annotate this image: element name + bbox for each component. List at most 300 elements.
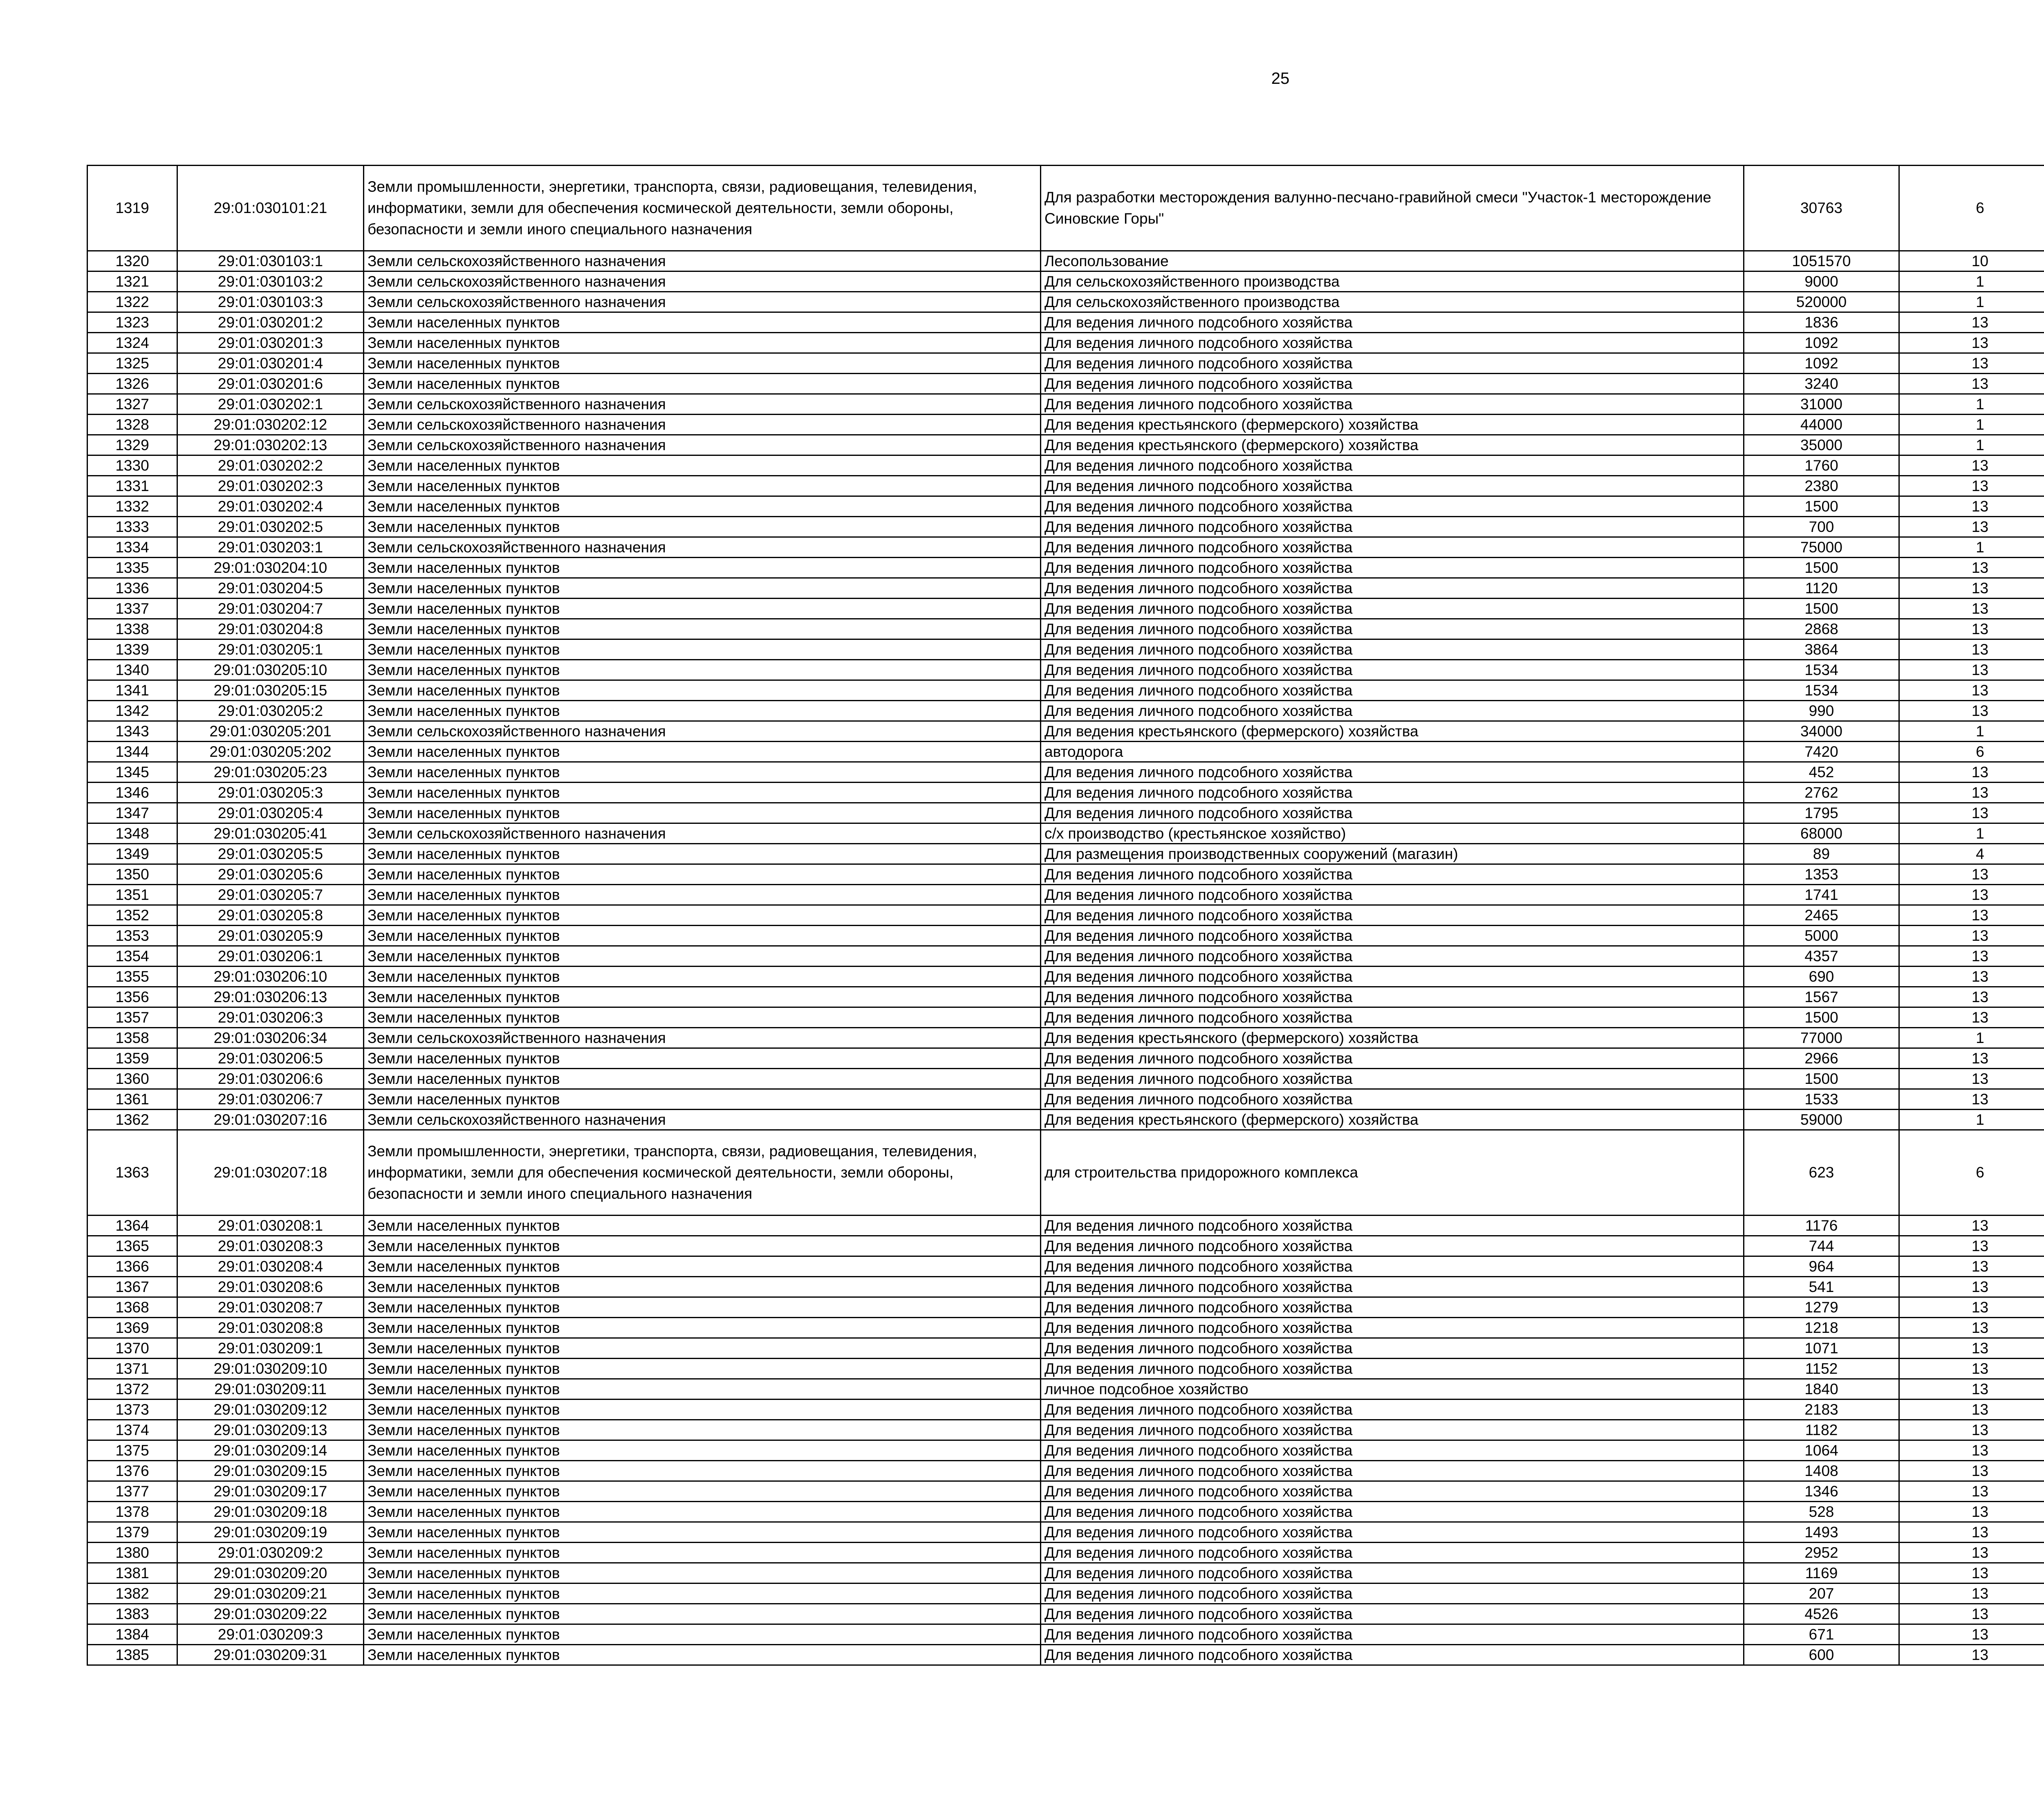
permitted-use-cell: Для ведения личного подсобного хозяйства: [1041, 1338, 1744, 1359]
row-number-cell: 1340: [87, 660, 177, 680]
table-row: [87, 537, 2044, 558]
table-row: [87, 1481, 2044, 1502]
table-body: [87, 166, 2044, 1665]
permitted-use-cell: Для ведения личного подсобного хозяйства: [1041, 333, 1744, 353]
row-number-cell: 1343: [87, 721, 177, 742]
area-cell: 1092: [1744, 353, 1899, 374]
group-cell: 13: [1899, 864, 2044, 885]
permitted-use-cell: Для ведения личного подсобного хозяйства: [1041, 1359, 1744, 1379]
row-number-cell: 1358: [87, 1028, 177, 1048]
permitted-use-cell: Для ведения личного подсобного хозяйства: [1041, 1318, 1744, 1338]
group-cell: 6: [1899, 742, 2044, 762]
table-row: [87, 271, 2044, 292]
table-row: [87, 1400, 2044, 1420]
permitted-use-cell: Для ведения личного подсобного хозяйства: [1041, 1461, 1744, 1481]
row-number-cell: 1365: [87, 1236, 177, 1256]
row-number-cell: 1336: [87, 578, 177, 599]
permitted-use-cell: Для ведения личного подсобного хозяйства: [1041, 1481, 1744, 1502]
cadastral-number-cell: 29:01:030202:5: [177, 517, 364, 537]
cadastral-number-cell: 29:01:030202:1: [177, 394, 364, 415]
land-category-cell: Земли населенных пунктов: [364, 1359, 1041, 1379]
area-cell: 1408: [1744, 1461, 1899, 1481]
row-number-cell: 1354: [87, 946, 177, 967]
table-row: [87, 1069, 2044, 1089]
area-cell: 4357: [1744, 946, 1899, 967]
area-cell: 1218: [1744, 1318, 1899, 1338]
permitted-use-cell: Для ведения личного подсобного хозяйства: [1041, 926, 1744, 946]
group-cell: 1: [1899, 823, 2044, 844]
land-category-cell: Земли населенных пунктов: [364, 1400, 1041, 1420]
area-cell: 3864: [1744, 639, 1899, 660]
cadastral-number-cell: 29:01:030205:8: [177, 905, 364, 926]
land-category-cell: Земли населенных пунктов: [364, 312, 1041, 333]
area-cell: 1840: [1744, 1379, 1899, 1400]
row-number-cell: 1325: [87, 353, 177, 374]
row-number-cell: 1346: [87, 783, 177, 803]
area-cell: 2183: [1744, 1400, 1899, 1420]
area-cell: 2380: [1744, 476, 1899, 496]
cadastral-number-cell: 29:01:030209:13: [177, 1420, 364, 1440]
permitted-use-cell: Для разработки месторождения валунно-песчано-гравийной смеси "Участок-1 месторождение Синовские Горы": [1041, 166, 1744, 251]
area-cell: 31000: [1744, 394, 1899, 415]
cadastral-number-cell: 29:01:030206:3: [177, 1007, 364, 1028]
land-category-cell: Земли населенных пунктов: [364, 599, 1041, 619]
table-row: [87, 864, 2044, 885]
land-category-cell: Земли сельскохозяйственного назначения: [364, 271, 1041, 292]
land-category-cell: Земли населенных пунктов: [364, 476, 1041, 496]
area-cell: 3240: [1744, 374, 1899, 394]
cadastral-number-cell: 29:01:030206:13: [177, 987, 364, 1007]
group-cell: 10: [1899, 251, 2044, 271]
row-number-cell: 1319: [87, 166, 177, 251]
cadastral-number-cell: 29:01:030209:31: [177, 1645, 364, 1665]
group-cell: 13: [1899, 1604, 2044, 1624]
cadastral-number-cell: 29:01:030207:18: [177, 1130, 364, 1216]
area-cell: 34000: [1744, 721, 1899, 742]
land-category-cell: Земли населенных пунктов: [364, 1089, 1041, 1110]
group-cell: 13: [1899, 1543, 2044, 1563]
land-category-cell: Земли сельскохозяйственного назначения: [364, 435, 1041, 455]
permitted-use-cell: Для ведения личного подсобного хозяйства: [1041, 578, 1744, 599]
group-cell: 13: [1899, 1256, 2044, 1277]
land-category-cell: Земли населенных пунктов: [364, 1318, 1041, 1338]
table-row: [87, 803, 2044, 823]
land-category-cell: Земли населенных пунктов: [364, 762, 1041, 783]
area-cell: 1152: [1744, 1359, 1899, 1379]
permitted-use-cell: Для ведения личного подсобного хозяйства: [1041, 1277, 1744, 1297]
permitted-use-cell: Для ведения личного подсобного хозяйства: [1041, 946, 1744, 967]
cadastral-number-cell: 29:01:030204:7: [177, 599, 364, 619]
area-cell: 207: [1744, 1583, 1899, 1604]
group-cell: 13: [1899, 1440, 2044, 1461]
permitted-use-cell: Для ведения личного подсобного хозяйства: [1041, 1502, 1744, 1522]
row-number-cell: 1352: [87, 905, 177, 926]
row-number-cell: 1383: [87, 1604, 177, 1624]
cadastral-number-cell: 29:01:030205:7: [177, 885, 364, 905]
land-category-cell: Земли сельскохозяйственного назначения: [364, 394, 1041, 415]
row-number-cell: 1372: [87, 1379, 177, 1400]
table-row: [87, 374, 2044, 394]
cadastral-number-cell: 29:01:030202:4: [177, 496, 364, 517]
area-cell: 452: [1744, 762, 1899, 783]
row-number-cell: 1328: [87, 415, 177, 435]
permitted-use-cell: Для сельскохозяйственного производства: [1041, 271, 1744, 292]
row-number-cell: 1320: [87, 251, 177, 271]
cadastral-number-cell: 29:01:030206:7: [177, 1089, 364, 1110]
permitted-use-cell: Для ведения личного подсобного хозяйства: [1041, 455, 1744, 476]
row-number-cell: 1349: [87, 844, 177, 864]
table-row: [87, 1379, 2044, 1400]
row-number-cell: 1375: [87, 1440, 177, 1461]
area-cell: 1836: [1744, 312, 1899, 333]
cadastral-number-cell: 29:01:030209:21: [177, 1583, 364, 1604]
group-cell: 13: [1899, 1007, 2044, 1028]
row-number-cell: 1361: [87, 1089, 177, 1110]
group-cell: 13: [1899, 619, 2044, 639]
cadastral-number-cell: 29:01:030206:34: [177, 1028, 364, 1048]
table-row: [87, 660, 2044, 680]
land-category-cell: Земли населенных пунктов: [364, 905, 1041, 926]
row-number-cell: 1370: [87, 1338, 177, 1359]
land-category-cell: Земли населенных пунктов: [364, 1502, 1041, 1522]
row-number-cell: 1345: [87, 762, 177, 783]
permitted-use-cell: Для ведения личного подсобного хозяйства: [1041, 1256, 1744, 1277]
group-cell: 1: [1899, 721, 2044, 742]
land-category-cell: Земли промышленности, энергетики, транспорта, связи, радиовещания, телевидения, информатики, земли для обеспечения космической деятельности, земли обороны, безопасности и земли иного специального назначения: [364, 1130, 1041, 1216]
table-row: [87, 558, 2044, 578]
cadastral-number-cell: 29:01:030206:1: [177, 946, 364, 967]
cadastral-number-cell: 29:01:030205:2: [177, 701, 364, 721]
land-category-cell: Земли населенных пунктов: [364, 1522, 1041, 1543]
permitted-use-cell: Для ведения личного подсобного хозяйства: [1041, 1604, 1744, 1624]
group-cell: 13: [1899, 762, 2044, 783]
row-number-cell: 1333: [87, 517, 177, 537]
table-row: [87, 1048, 2044, 1069]
group-cell: 1: [1899, 292, 2044, 312]
area-cell: 2762: [1744, 783, 1899, 803]
permitted-use-cell: Для ведения личного подсобного хозяйства: [1041, 537, 1744, 558]
area-cell: 30763: [1744, 166, 1899, 251]
group-cell: 13: [1899, 578, 2044, 599]
table-row: [87, 639, 2044, 660]
permitted-use-cell: Для ведения личного подсобного хозяйства: [1041, 701, 1744, 721]
cadastral-number-cell: 29:01:030206:10: [177, 967, 364, 987]
cadastral-number-cell: 29:01:030205:41: [177, 823, 364, 844]
group-cell: 13: [1899, 1481, 2044, 1502]
table-row: [87, 1216, 2044, 1236]
land-category-cell: Земли населенных пунктов: [364, 1440, 1041, 1461]
group-cell: 13: [1899, 599, 2044, 619]
area-cell: 1534: [1744, 680, 1899, 701]
permitted-use-cell: Для ведения личного подсобного хозяйства: [1041, 1400, 1744, 1420]
land-category-cell: Земли населенных пунктов: [364, 783, 1041, 803]
land-category-cell: Земли сельскохозяйственного назначения: [364, 415, 1041, 435]
cadastral-number-cell: 29:01:030208:8: [177, 1318, 364, 1338]
row-number-cell: 1368: [87, 1297, 177, 1318]
row-number-cell: 1363: [87, 1130, 177, 1216]
cadastral-number-cell: 29:01:030201:6: [177, 374, 364, 394]
group-cell: 13: [1899, 353, 2044, 374]
table-row: [87, 166, 2044, 251]
permitted-use-cell: Для ведения личного подсобного хозяйства: [1041, 1048, 1744, 1069]
group-cell: 13: [1899, 1297, 2044, 1318]
cadastral-number-cell: 29:01:030205:5: [177, 844, 364, 864]
table-row: [87, 680, 2044, 701]
group-cell: 13: [1899, 1236, 2044, 1256]
group-cell: 13: [1899, 455, 2044, 476]
cadastral-number-cell: 29:01:030202:2: [177, 455, 364, 476]
group-cell: 13: [1899, 660, 2044, 680]
land-category-cell: Земли сельскохозяйственного назначения: [364, 721, 1041, 742]
table-row: [87, 885, 2044, 905]
row-number-cell: 1351: [87, 885, 177, 905]
land-category-cell: Земли населенных пунктов: [364, 578, 1041, 599]
cadastral-number-cell: 29:01:030209:1: [177, 1338, 364, 1359]
cadastral-number-cell: 29:01:030103:2: [177, 271, 364, 292]
table-row: [87, 251, 2044, 271]
row-number-cell: 1371: [87, 1359, 177, 1379]
group-cell: 13: [1899, 885, 2044, 905]
table-row: [87, 353, 2044, 374]
land-category-cell: Земли населенных пунктов: [364, 619, 1041, 639]
permitted-use-cell: Для ведения крестьянского (фермерского) хозяйства: [1041, 435, 1744, 455]
table-row: [87, 455, 2044, 476]
land-category-cell: Земли населенных пунктов: [364, 1256, 1041, 1277]
land-category-cell: Земли населенных пунктов: [364, 1645, 1041, 1665]
cadastral-number-cell: 29:01:030206:5: [177, 1048, 364, 1069]
permitted-use-cell: Для ведения личного подсобного хозяйства: [1041, 1007, 1744, 1028]
table-row: [87, 312, 2044, 333]
row-number-cell: 1337: [87, 599, 177, 619]
permitted-use-cell: Для ведения крестьянского (фермерского) хозяйства: [1041, 1110, 1744, 1130]
permitted-use-cell: Для ведения личного подсобного хозяйства: [1041, 517, 1744, 537]
area-cell: 89: [1744, 844, 1899, 864]
row-number-cell: 1341: [87, 680, 177, 701]
land-category-cell: Земли сельскохозяйственного назначения: [364, 537, 1041, 558]
cadastral-number-cell: 29:01:030209:14: [177, 1440, 364, 1461]
cadastral-number-cell: 29:01:030205:9: [177, 926, 364, 946]
cadastral-number-cell: 29:01:030208:3: [177, 1236, 364, 1256]
table-row: [87, 1089, 2044, 1110]
area-cell: 1064: [1744, 1440, 1899, 1461]
area-cell: 1500: [1744, 1069, 1899, 1089]
table-row: [87, 1563, 2044, 1583]
table-row: [87, 292, 2044, 312]
table-row: [87, 946, 2044, 967]
row-number-cell: 1348: [87, 823, 177, 844]
land-category-cell: Земли населенных пунктов: [364, 844, 1041, 864]
permitted-use-cell: автодорога: [1041, 742, 1744, 762]
cadastral-number-cell: 29:01:030202:3: [177, 476, 364, 496]
table-row: [87, 599, 2044, 619]
cadastral-number-cell: 29:01:030209:12: [177, 1400, 364, 1420]
area-cell: 2966: [1744, 1048, 1899, 1069]
permitted-use-cell: Для ведения личного подсобного хозяйства: [1041, 1583, 1744, 1604]
area-cell: 1182: [1744, 1420, 1899, 1440]
cadastral-number-cell: 29:01:030206:6: [177, 1069, 364, 1089]
row-number-cell: 1385: [87, 1645, 177, 1665]
row-number-cell: 1356: [87, 987, 177, 1007]
group-cell: 13: [1899, 1216, 2044, 1236]
group-cell: 13: [1899, 333, 2044, 353]
row-number-cell: 1326: [87, 374, 177, 394]
permitted-use-cell: Для ведения личного подсобного хозяйства: [1041, 1522, 1744, 1543]
table-row: [87, 1461, 2044, 1481]
cadastral-number-cell: 29:01:030209:10: [177, 1359, 364, 1379]
permitted-use-cell: Для ведения личного подсобного хозяйства: [1041, 803, 1744, 823]
area-cell: 1500: [1744, 599, 1899, 619]
row-number-cell: 1322: [87, 292, 177, 312]
land-category-cell: Земли населенных пунктов: [364, 1236, 1041, 1256]
permitted-use-cell: Для ведения личного подсобного хозяйства: [1041, 1089, 1744, 1110]
row-number-cell: 1321: [87, 271, 177, 292]
group-cell: 13: [1899, 1522, 2044, 1543]
area-cell: 541: [1744, 1277, 1899, 1297]
group-cell: 13: [1899, 1502, 2044, 1522]
permitted-use-cell: Для ведения личного подсобного хозяйства: [1041, 1297, 1744, 1318]
land-category-cell: Земли населенных пунктов: [364, 374, 1041, 394]
land-category-cell: Земли населенных пунктов: [364, 680, 1041, 701]
land-category-cell: Земли населенных пунктов: [364, 1338, 1041, 1359]
group-cell: 13: [1899, 1583, 2044, 1604]
permitted-use-cell: Для ведения личного подсобного хозяйства: [1041, 639, 1744, 660]
cadastral-number-cell: 29:01:030209:17: [177, 1481, 364, 1502]
permitted-use-cell: Для размещения производственных сооружений (магазин): [1041, 844, 1744, 864]
table-row: [87, 762, 2044, 783]
group-cell: 1: [1899, 435, 2044, 455]
group-cell: 1: [1899, 1110, 2044, 1130]
area-cell: 68000: [1744, 823, 1899, 844]
land-category-cell: Земли сельскохозяйственного назначения: [364, 1028, 1041, 1048]
table-row: [87, 435, 2044, 455]
row-number-cell: 1380: [87, 1543, 177, 1563]
area-cell: 1534: [1744, 660, 1899, 680]
table-row: [87, 1110, 2044, 1130]
land-category-cell: Земли сельскохозяйственного назначения: [364, 251, 1041, 271]
permitted-use-cell: Для ведения личного подсобного хозяйства: [1041, 905, 1744, 926]
area-cell: 1169: [1744, 1563, 1899, 1583]
cadastral-number-cell: 29:01:030208:7: [177, 1297, 364, 1318]
permitted-use-cell: Для ведения личного подсобного хозяйства: [1041, 864, 1744, 885]
group-cell: 13: [1899, 946, 2044, 967]
group-cell: 1: [1899, 537, 2044, 558]
table-row: [87, 742, 2044, 762]
permitted-use-cell: Для ведения личного подсобного хозяйства: [1041, 660, 1744, 680]
group-cell: 13: [1899, 1318, 2044, 1338]
land-registry-table: [87, 165, 2044, 1666]
table-row: [87, 1318, 2044, 1338]
group-cell: 13: [1899, 1400, 2044, 1420]
land-category-cell: Земли населенных пунктов: [364, 558, 1041, 578]
cadastral-number-cell: 29:01:030209:15: [177, 1461, 364, 1481]
land-category-cell: Земли населенных пунктов: [364, 1563, 1041, 1583]
area-cell: 1071: [1744, 1338, 1899, 1359]
table-row: [87, 1583, 2044, 1604]
cadastral-number-cell: 29:01:030101:21: [177, 166, 364, 251]
row-number-cell: 1334: [87, 537, 177, 558]
table-row: [87, 1028, 2044, 1048]
row-number-cell: 1379: [87, 1522, 177, 1543]
group-cell: 13: [1899, 517, 2044, 537]
land-category-cell: Земли промышленности, энергетики, транспорта, связи, радиовещания, телевидения, информатики, земли для обеспечения космической деятельности, земли обороны, безопасности и земли иного специального назначения: [364, 166, 1041, 251]
table-row: [87, 333, 2044, 353]
cadastral-number-cell: 29:01:030204:10: [177, 558, 364, 578]
group-cell: 13: [1899, 496, 2044, 517]
land-category-cell: Земли сельскохозяйственного назначения: [364, 292, 1041, 312]
land-category-cell: Земли населенных пунктов: [364, 1481, 1041, 1502]
row-number-cell: 1330: [87, 455, 177, 476]
table-row: [87, 1440, 2044, 1461]
permitted-use-cell: Для ведения личного подсобного хозяйства: [1041, 312, 1744, 333]
permitted-use-cell: Для ведения личного подсобного хозяйства: [1041, 1645, 1744, 1665]
group-cell: 13: [1899, 1461, 2044, 1481]
cadastral-number-cell: 29:01:030201:4: [177, 353, 364, 374]
permitted-use-cell: Для ведения крестьянского (фермерского) хозяйства: [1041, 415, 1744, 435]
area-cell: 1500: [1744, 496, 1899, 517]
land-category-cell: Земли населенных пунктов: [364, 353, 1041, 374]
permitted-use-cell: Для ведения личного подсобного хозяйства: [1041, 1236, 1744, 1256]
table-row: [87, 1420, 2044, 1440]
row-number-cell: 1338: [87, 619, 177, 639]
area-cell: 1533: [1744, 1089, 1899, 1110]
area-cell: 1346: [1744, 1481, 1899, 1502]
group-cell: 1: [1899, 271, 2044, 292]
land-category-cell: Земли населенных пунктов: [364, 660, 1041, 680]
table-row: [87, 1645, 2044, 1665]
area-cell: 2952: [1744, 1543, 1899, 1563]
area-cell: 520000: [1744, 292, 1899, 312]
cadastral-number-cell: 29:01:030208:6: [177, 1277, 364, 1297]
table-row: [87, 1007, 2044, 1028]
group-cell: 13: [1899, 783, 2044, 803]
group-cell: 4: [1899, 844, 2044, 864]
land-category-cell: Земли сельскохозяйственного назначения: [364, 823, 1041, 844]
row-number-cell: 1335: [87, 558, 177, 578]
permitted-use-cell: Для ведения личного подсобного хозяйства: [1041, 374, 1744, 394]
area-cell: 1176: [1744, 1216, 1899, 1236]
permitted-use-cell: личное подсобное хозяйство: [1041, 1379, 1744, 1400]
cadastral-number-cell: 29:01:030209:11: [177, 1379, 364, 1400]
land-category-cell: Земли населенных пунктов: [364, 864, 1041, 885]
permitted-use-cell: Для ведения личного подсобного хозяйства: [1041, 1440, 1744, 1461]
group-cell: 6: [1899, 166, 2044, 251]
permitted-use-cell: Для ведения личного подсобного хозяйства: [1041, 1624, 1744, 1645]
cadastral-number-cell: 29:01:030208:1: [177, 1216, 364, 1236]
group-cell: 13: [1899, 987, 2044, 1007]
row-number-cell: 1381: [87, 1563, 177, 1583]
table-row: [87, 476, 2044, 496]
row-number-cell: 1377: [87, 1481, 177, 1502]
area-cell: 4526: [1744, 1604, 1899, 1624]
table-row: [87, 1338, 2044, 1359]
land-category-cell: Земли населенных пунктов: [364, 987, 1041, 1007]
group-cell: 1: [1899, 415, 2044, 435]
table-row: [87, 823, 2044, 844]
area-cell: 9000: [1744, 271, 1899, 292]
row-number-cell: 1323: [87, 312, 177, 333]
area-cell: 1795: [1744, 803, 1899, 823]
table-row: [87, 496, 2044, 517]
cadastral-number-cell: 29:01:030205:6: [177, 864, 364, 885]
group-cell: 13: [1899, 558, 2044, 578]
group-cell: 13: [1899, 374, 2044, 394]
group-cell: 1: [1899, 1028, 2044, 1048]
area-cell: 2465: [1744, 905, 1899, 926]
row-number-cell: 1353: [87, 926, 177, 946]
permitted-use-cell: Для ведения личного подсобного хозяйства: [1041, 1563, 1744, 1583]
land-category-cell: Земли населенных пунктов: [364, 496, 1041, 517]
area-cell: 528: [1744, 1502, 1899, 1522]
